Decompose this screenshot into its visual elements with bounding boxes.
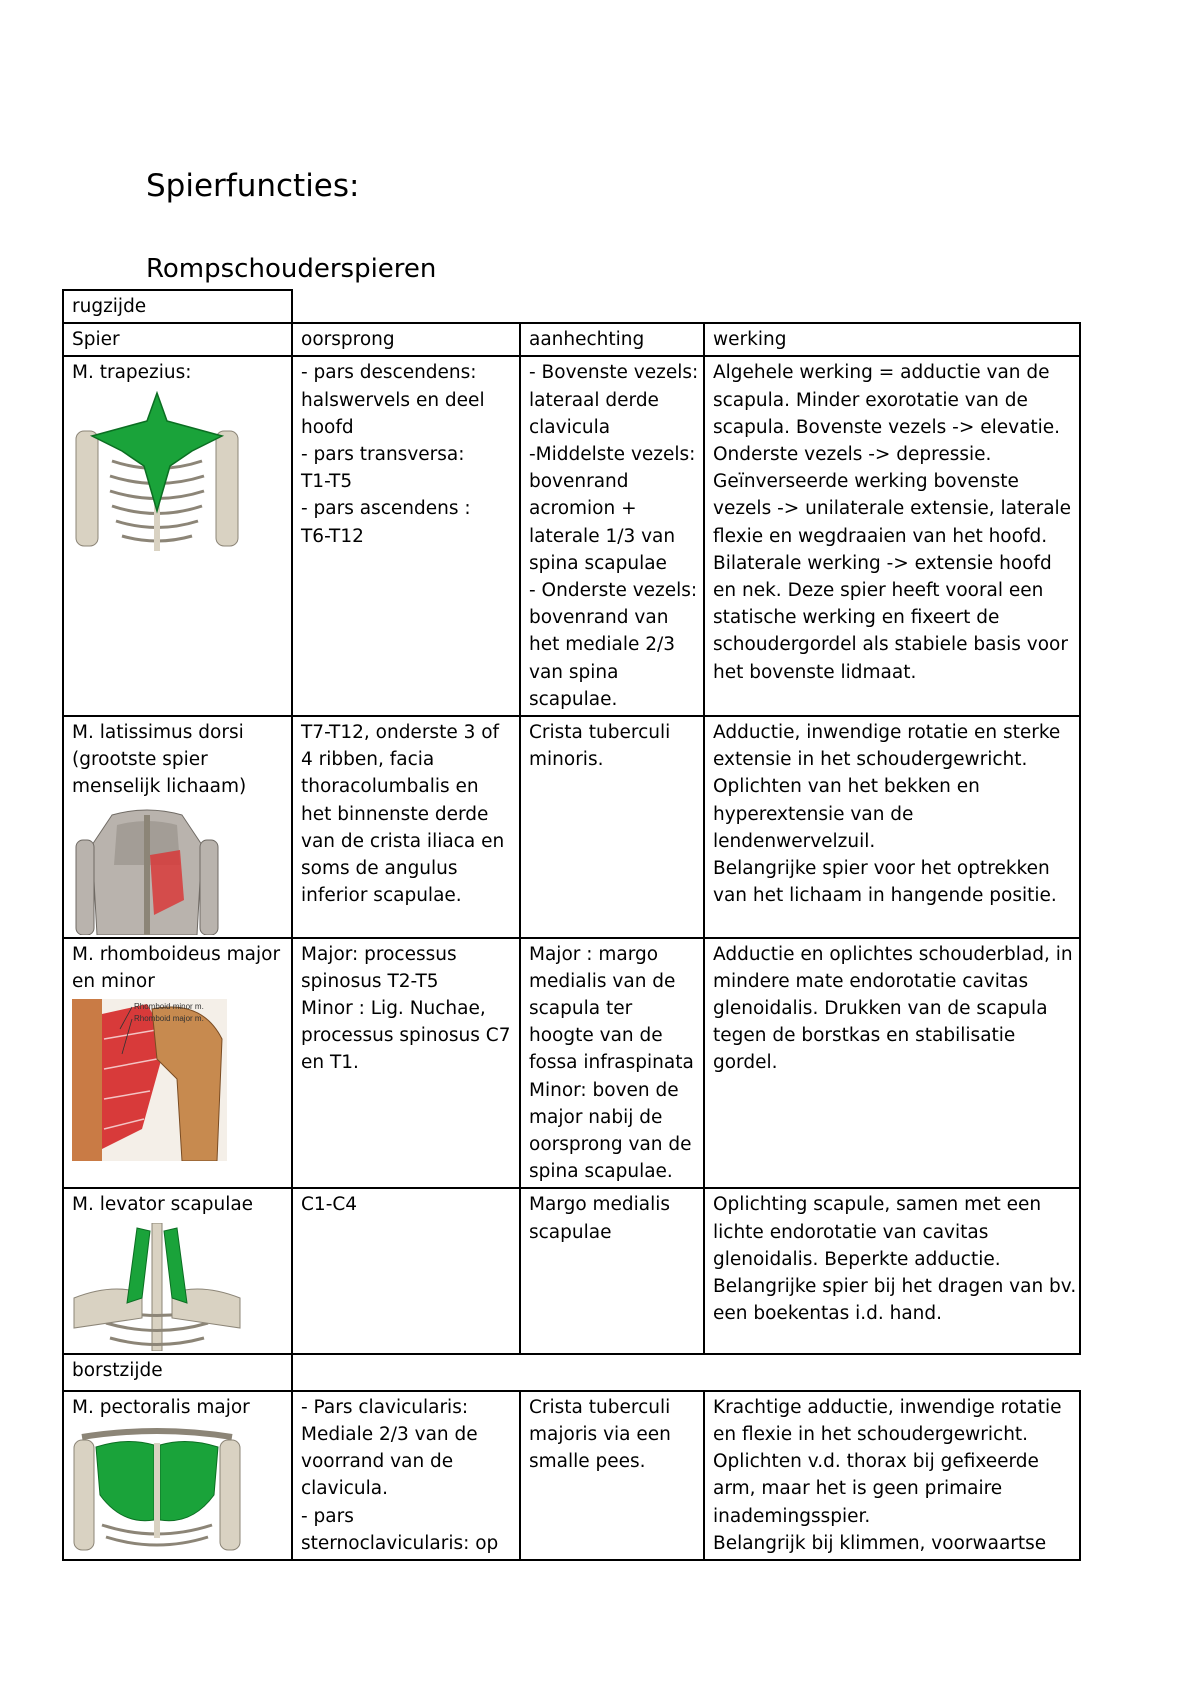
text-line: vezels -> unilaterale extensie, laterale — [713, 498, 1072, 520]
text-line: voorrand van de — [301, 1451, 454, 1473]
text-line: Onderste vezels -> depressie. — [713, 444, 992, 466]
spier-name: en minor — [72, 970, 155, 992]
text-line: scapula. Bovenste vezels -> elevatie. — [713, 416, 1061, 438]
spier-name: menselijk lichaam) — [72, 776, 247, 798]
text-line: minoris. — [529, 749, 604, 771]
text-line: hyperextensie van de — [713, 803, 914, 825]
pectoralis-major-figure — [72, 1425, 242, 1553]
cell-werking — [704, 1391, 1080, 1560]
text-line: inferior scapulae. — [301, 885, 462, 907]
text-line: Crista tuberculi — [529, 1396, 671, 1418]
header-spier: Spier — [63, 323, 292, 356]
text-line: clavicula. — [301, 1478, 388, 1500]
text-line: bovenrand — [529, 471, 629, 493]
text-line: -Middelste vezels: — [529, 444, 696, 466]
text-line: T7-T12, onderste 3 of — [301, 722, 500, 744]
section-title: Rompschouderspieren — [146, 254, 437, 284]
text-line: scapulae — [529, 1221, 612, 1243]
cell-aanhechting — [520, 356, 704, 716]
cell-werking — [704, 1188, 1080, 1353]
text-line: clavicula — [529, 416, 611, 438]
spier-name: M. trapezius: — [72, 362, 192, 384]
header-werking: werking — [704, 323, 1080, 356]
text-line: Minor: boven de — [529, 1079, 679, 1101]
text-line: hoogte van de — [529, 1025, 663, 1047]
text-line: lateraal derde — [529, 389, 659, 411]
text-line: - pars descendens: — [301, 362, 477, 384]
spier-name: M. levator scapulae — [72, 1194, 254, 1216]
table-row — [63, 716, 1080, 938]
table-row — [63, 1188, 1080, 1353]
text-line: thoracolumbalis en — [301, 776, 479, 798]
text-line: arm, maar het is geen primaire — [713, 1478, 1003, 1500]
text-line: tegen de borstkas en stabilisatie — [713, 1025, 1016, 1047]
text-line: Bilaterale werking -> extensie hoofd — [713, 552, 1052, 574]
text-line: Major: processus — [301, 943, 457, 965]
text-line: en T1. — [301, 1052, 359, 1074]
spier-name: M. rhomboideus major — [72, 943, 281, 965]
text-line: mindere mate endorotatie cavitas — [713, 970, 1029, 992]
text-line: 4 ribben, facia — [301, 749, 435, 771]
text-line: van de crista iliaca en — [301, 830, 505, 852]
text-line: het mediale 2/3 — [529, 634, 676, 656]
text-line: extensie in het schoudergewricht. — [713, 749, 1028, 771]
text-line: Crista tuberculi — [529, 722, 671, 744]
cell-werking — [704, 938, 1080, 1189]
header-aanhechting: aanhechting — [520, 323, 704, 356]
text-line: van het lichaam in hangende positie. — [713, 885, 1057, 907]
cell-aanhechting — [520, 716, 704, 938]
text-line: - Onderste vezels: — [529, 580, 698, 602]
cell-oorsprong — [292, 1391, 520, 1560]
text-line: T6-T12 — [301, 525, 364, 547]
text-line: Belangrijke spier bij het dragen van bv. — [713, 1276, 1077, 1298]
text-line: Belangrijke spier voor het optrekken — [713, 858, 1050, 880]
table-row — [63, 356, 1080, 716]
trapezius-figure — [72, 391, 242, 551]
text-line: majoris via een — [529, 1423, 671, 1445]
spier-name: (grootste spier — [72, 749, 208, 771]
levator-scapulae-figure — [72, 1223, 242, 1351]
text-line: processus spinosus C7 — [301, 1025, 511, 1047]
text-line: hoofd — [301, 416, 354, 438]
header-oorsprong: oorsprong — [292, 323, 520, 356]
text-line: een boekentas i.d. hand. — [713, 1303, 943, 1325]
text-line: - pars transversa: — [301, 444, 465, 466]
latissimus-figure — [72, 805, 222, 935]
text-line: statische werking en fixeert de — [713, 607, 1000, 629]
text-line: Minor : Lig. Nuchae, — [301, 998, 486, 1020]
text-line: T1-T5 — [301, 471, 353, 493]
text-line: schoudergordel als stabiele basis voor — [713, 634, 1068, 656]
figure-label: Rhomboid major m. — [134, 1014, 204, 1024]
text-line: flexie en wegdraaien van het hoofd. — [713, 525, 1048, 547]
text-line: scapula ter — [529, 998, 633, 1020]
text-line: halswervels en deel — [301, 389, 485, 411]
text-line: medialis van de — [529, 970, 676, 992]
group-label-back: rugzijde — [63, 290, 292, 323]
text-line: - pars — [301, 1505, 354, 1527]
text-line: sternoclavicularis: op — [301, 1532, 499, 1554]
text-line: smalle pees. — [529, 1451, 646, 1473]
text-line: - pars ascendens : — [301, 498, 471, 520]
text-line: Oplichten van het bekken en — [713, 776, 980, 798]
text-line: Oplichten v.d. thorax bij gefixeerde — [713, 1451, 1039, 1473]
text-line: het binnenste derde — [301, 803, 489, 825]
text-line: inademingsspier. — [713, 1505, 871, 1527]
text-line: Oplichting scapule, samen met een — [713, 1194, 1042, 1216]
text-line: laterale 1/3 van — [529, 525, 676, 547]
muscle-table-wrapper — [62, 289, 1079, 1561]
text-line: soms de angulus — [301, 858, 458, 880]
text-line: - Bovenste vezels: — [529, 362, 699, 384]
text-line: Krachtige adductie, inwendige rotatie — [713, 1396, 1062, 1418]
table-row — [63, 938, 1080, 1189]
table-row — [63, 1391, 1080, 1560]
text-line: spina scapulae. — [529, 1161, 673, 1183]
cell-spier — [63, 716, 292, 938]
text-line: lichte endorotatie van cavitas — [713, 1221, 989, 1243]
text-line: en nek. Deze spier heeft vooral een — [713, 580, 1044, 602]
cell-spier — [63, 1391, 292, 1560]
text-line: Major : margo — [529, 943, 659, 965]
text-line: Adductie, inwendige rotatie en sterke — [713, 722, 1061, 744]
spier-name: M. latissimus dorsi — [72, 722, 244, 744]
cell-aanhechting — [520, 1391, 704, 1560]
cell-oorsprong — [292, 716, 520, 938]
muscle-table — [62, 289, 1081, 1561]
text-line: bovenrand van — [529, 607, 669, 629]
figure-label: Rhomboid minor m. — [134, 1002, 204, 1012]
text-line: Geïnverseerde werking bovenste — [713, 471, 1019, 493]
text-line: spina scapulae — [529, 552, 667, 574]
group-row-back — [63, 290, 1080, 323]
group-row-chest — [63, 1354, 1080, 1391]
cell-spier — [63, 1188, 292, 1353]
text-line: glenoidalis. Beperkte adductie. — [713, 1248, 1001, 1270]
header-row — [63, 323, 1080, 356]
text-line: spinosus T2-T5 — [301, 970, 439, 992]
text-line: oorsprong van de — [529, 1134, 692, 1156]
rhomboid-figure — [72, 999, 227, 1161]
text-line: en flexie in het schoudergewricht. — [713, 1423, 1029, 1445]
group-label-chest: borstzijde — [63, 1354, 292, 1391]
cell-werking — [704, 356, 1080, 716]
cell-spier — [63, 938, 292, 1189]
text-line: lendenwervelzuil. — [713, 830, 876, 852]
text-line: Margo medialis — [529, 1194, 671, 1216]
cell-aanhechting — [520, 1188, 704, 1353]
text-line: scapulae. — [529, 688, 618, 710]
text-line: acromion + — [529, 498, 637, 520]
text-line: Mediale 2/3 van de — [301, 1423, 478, 1445]
text-line: Algehele werking = adductie van de — [713, 362, 1050, 384]
text-line: glenoidalis. Drukken van de scapula — [713, 998, 1048, 1020]
cell-oorsprong — [292, 356, 520, 716]
cell-oorsprong — [292, 938, 520, 1189]
text-line: major nabij de — [529, 1106, 663, 1128]
text-line: C1-C4 — [301, 1194, 358, 1216]
cell-aanhechting — [520, 938, 704, 1189]
spier-name: M. pectoralis major — [72, 1396, 250, 1418]
text-line: gordel. — [713, 1052, 778, 1074]
cell-werking — [704, 716, 1080, 938]
cell-spier — [63, 356, 292, 716]
text-line: Adductie en oplichtes schouderblad, in — [713, 943, 1073, 965]
page-title: Spierfuncties: — [146, 168, 360, 204]
text-line: Belangrijk bij klimmen, voorwaartse — [713, 1532, 1047, 1554]
text-line: het bovenste lidmaat. — [713, 661, 917, 683]
text-line: van spina — [529, 661, 619, 683]
text-line: - Pars clavicularis: — [301, 1396, 469, 1418]
text-line: fossa infraspinata — [529, 1052, 694, 1074]
text-line: scapula. Minder exorotatie van de — [713, 389, 1028, 411]
cell-oorsprong — [292, 1188, 520, 1353]
